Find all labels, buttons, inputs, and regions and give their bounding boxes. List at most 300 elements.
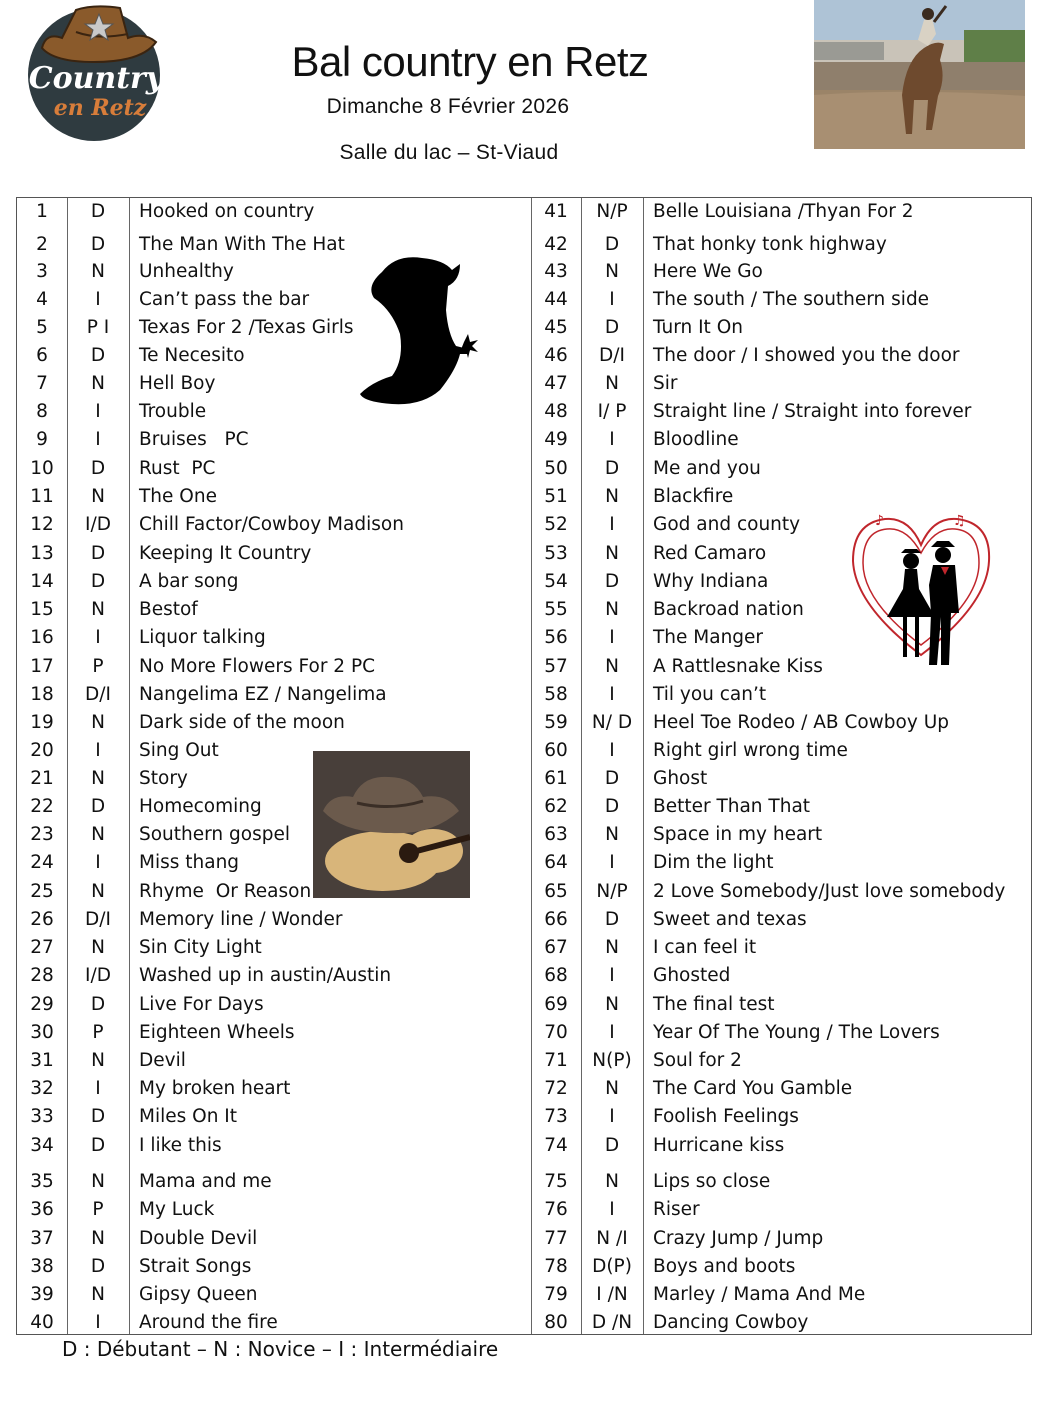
dance-level: N: [605, 486, 619, 507]
dance-level: D: [90, 1135, 106, 1156]
table-row: [531, 962, 1031, 990]
dance-level: N: [91, 1228, 105, 1249]
dance-number: 55: [544, 599, 568, 620]
table-row: [531, 1253, 1031, 1281]
dance-name: Backroad nation: [653, 599, 804, 620]
dance-level: I: [95, 1312, 101, 1333]
dance-name: Why Indiana: [653, 571, 769, 592]
table-row: [17, 568, 517, 596]
dance-level: D(P): [592, 1256, 632, 1277]
dance-name: Liquor talking: [139, 627, 266, 648]
dance-name: Strait Songs: [139, 1256, 252, 1277]
table-row: [531, 737, 1031, 765]
dance-level: N /I: [596, 1228, 628, 1249]
dance-level: I: [95, 627, 101, 648]
table-row: [531, 765, 1031, 793]
dance-number: 5: [36, 317, 48, 338]
table-row: [17, 540, 517, 568]
table-row: [531, 370, 1031, 398]
dance-level: N: [91, 373, 105, 394]
table-row: [531, 1281, 1031, 1309]
dance-name: Can’t pass the bar: [139, 289, 310, 310]
dance-number: 20: [30, 740, 54, 761]
dance-number: 18: [30, 684, 54, 705]
dance-level: I: [609, 1199, 615, 1220]
dance-name: Story: [139, 768, 188, 789]
level-legend: D : Débutant – N : Novice – I : Intermédiaire: [62, 1337, 499, 1361]
table-row: [531, 1196, 1031, 1224]
dance-level: D /N: [591, 1312, 633, 1333]
dance-level: I: [609, 1022, 615, 1043]
table-row: [17, 1225, 517, 1253]
table-row: [17, 906, 517, 934]
dance-name: Texas For 2 /Texas Girls: [139, 317, 354, 338]
dance-number: 23: [30, 824, 54, 845]
dance-level: D: [604, 458, 620, 479]
dance-level: P: [92, 1199, 104, 1220]
dance-level: D: [604, 768, 620, 789]
dance-number: 9: [36, 429, 48, 450]
dance-name: The door / I showed you the door: [653, 345, 960, 366]
dance-number: 2: [36, 234, 48, 255]
dance-number: 41: [544, 201, 568, 222]
table-row: [531, 455, 1031, 483]
dance-level: D: [604, 796, 620, 817]
dance-name: Belle Louisiana /Thyan For 2: [653, 201, 914, 222]
dance-level: D/I: [85, 909, 111, 930]
table-row: [17, 596, 517, 624]
dance-level: N: [605, 599, 619, 620]
table-row: [531, 849, 1031, 877]
dance-name: Foolish Feelings: [653, 1106, 799, 1127]
dance-number: 66: [544, 909, 568, 930]
dance-number: 37: [30, 1228, 54, 1249]
dance-level: I/ P: [597, 401, 627, 422]
table-row: [17, 934, 517, 962]
table-row: [531, 709, 1031, 737]
dance-level: N/P: [596, 881, 628, 902]
dance-number: 78: [544, 1256, 568, 1277]
table-row: [531, 198, 1031, 226]
dance-number: 61: [544, 768, 568, 789]
dance-name: The One: [139, 486, 217, 507]
dance-number: 53: [544, 543, 568, 564]
dance-name: I can feel it: [653, 937, 757, 958]
dance-name: Homecoming: [139, 796, 262, 817]
dance-name: Boys and boots: [653, 1256, 796, 1277]
dance-number: 72: [544, 1078, 568, 1099]
dance-name: God and county: [653, 514, 801, 535]
table-row: [17, 1075, 517, 1103]
dance-level: I: [609, 965, 615, 986]
dance-level: I: [609, 740, 615, 761]
dance-number: 63: [544, 824, 568, 845]
dance-level: D/I: [85, 684, 111, 705]
dance-name: Ghosted: [653, 965, 731, 986]
dance-level: N: [605, 994, 619, 1015]
dance-name: Turn It On: [653, 317, 743, 338]
dance-number: 46: [544, 345, 568, 366]
dance-name: Better Than That: [653, 796, 811, 817]
dance-name: A bar song: [139, 571, 239, 592]
dance-name: Sing Out: [139, 740, 219, 761]
dance-level: I: [609, 852, 615, 873]
dance-number: 25: [30, 881, 54, 902]
logo-word-en-retz: en Retz: [53, 95, 147, 121]
dance-name: Til you can’t: [653, 684, 767, 705]
dance-number: 71: [544, 1050, 568, 1071]
dance-name: Year Of The Young / The Lovers: [653, 1022, 940, 1043]
dance-number: 40: [30, 1312, 54, 1333]
dance-name: Riser: [653, 1199, 700, 1220]
table-row: [17, 653, 517, 681]
dance-number: 50: [544, 458, 568, 479]
dance-number: 57: [544, 656, 568, 677]
dance-number: 76: [544, 1199, 568, 1220]
dance-number: 1: [36, 201, 48, 222]
dance-level: I: [95, 740, 101, 761]
table-row: [17, 483, 517, 511]
dance-name: Keeping It Country: [139, 543, 312, 564]
table-row: [17, 1281, 517, 1309]
dance-name: Lips so close: [653, 1171, 771, 1192]
dance-level: N: [91, 768, 105, 789]
dance-name: Sir: [653, 373, 678, 394]
event-venue: Salle du lac – St-Viaud: [339, 141, 559, 164]
dance-level: N: [605, 373, 619, 394]
dance-level: P I: [86, 317, 110, 338]
dance-name: My broken heart: [139, 1078, 291, 1099]
dance-level: D: [90, 458, 106, 479]
dance-number: 48: [544, 401, 568, 422]
table-row: [17, 1047, 517, 1075]
dance-number: 65: [544, 881, 568, 902]
event-date: Dimanche 8 Février 2026: [326, 95, 570, 118]
dance-name: The Manger: [653, 627, 764, 648]
dance-number: 30: [30, 1022, 54, 1043]
dance-name: Unhealthy: [139, 261, 234, 282]
dance-name: Bloodline: [653, 429, 739, 450]
dance-number: 51: [544, 486, 568, 507]
table-row: [17, 1253, 517, 1281]
dance-level: P: [92, 656, 104, 677]
dance-number: 27: [30, 937, 54, 958]
table-row: [531, 398, 1031, 426]
table-row: [17, 681, 517, 709]
dance-name: Hooked on country: [139, 201, 315, 222]
dance-number: 26: [30, 909, 54, 930]
dance-name: Dark side of the moon: [139, 712, 345, 733]
dance-number: 11: [30, 486, 54, 507]
dance-number: 7: [36, 373, 48, 394]
dance-level: N(P): [592, 1050, 632, 1071]
dance-name: Red Camaro: [653, 543, 767, 564]
dance-number: 77: [544, 1228, 568, 1249]
table-row: [531, 821, 1031, 849]
dance-level: D: [90, 201, 106, 222]
table-row: [531, 231, 1031, 259]
table-row: [531, 286, 1031, 314]
dance-name: Gipsy Queen: [139, 1284, 258, 1305]
dance-level: P: [92, 1022, 104, 1043]
dance-number: 54: [544, 571, 568, 592]
dance-number: 32: [30, 1078, 54, 1099]
dance-number: 64: [544, 852, 568, 873]
dance-number: 52: [544, 514, 568, 535]
dance-level: I: [609, 684, 615, 705]
dance-name: Te Necesito: [139, 345, 245, 366]
dance-number: 28: [30, 965, 54, 986]
dance-number: 34: [30, 1135, 54, 1156]
table-row: [531, 342, 1031, 370]
dance-name: Double Devil: [139, 1228, 258, 1249]
dance-name: Rust PC: [139, 458, 216, 479]
dance-number: 4: [36, 289, 48, 310]
dance-level: D/I: [599, 345, 625, 366]
dance-name: Washed up in austin/Austin: [139, 965, 392, 986]
dancers-heart-illustration: [845, 505, 997, 673]
dance-name: Southern gospel: [139, 824, 290, 845]
dance-level: D: [90, 796, 106, 817]
guitar-hat-photo: [313, 751, 470, 898]
dance-number: 29: [30, 994, 54, 1015]
dance-level: N: [605, 261, 619, 282]
table-row: [531, 1168, 1031, 1196]
dance-level: I: [95, 1078, 101, 1099]
dance-level: D: [90, 994, 106, 1015]
dance-name: Blackfire: [653, 486, 734, 507]
dance-name: Bruises PC: [139, 429, 249, 450]
dance-name: My Luck: [139, 1199, 215, 1220]
dance-number: 58: [544, 684, 568, 705]
dance-name: The final test: [653, 994, 775, 1015]
dance-number: 47: [544, 373, 568, 394]
dance-name: Here We Go: [653, 261, 763, 282]
dance-level: N: [605, 1078, 619, 1099]
dance-level: I/D: [85, 965, 111, 986]
dance-name: Heel Toe Rodeo / AB Cowboy Up: [653, 712, 949, 733]
dance-level: N: [91, 599, 105, 620]
dance-number: 22: [30, 796, 54, 817]
dance-name: Live For Days: [139, 994, 264, 1015]
table-row: [17, 1168, 517, 1196]
dance-level: I/D: [85, 514, 111, 535]
dance-name: The Man With The Hat: [139, 234, 345, 255]
table-row: [531, 681, 1031, 709]
dance-level: N: [91, 1171, 105, 1192]
dance-level: D: [604, 234, 620, 255]
dance-level: I: [609, 289, 615, 310]
table-row: [17, 962, 517, 990]
dance-level: D: [90, 345, 106, 366]
table-row: [531, 1225, 1031, 1253]
dance-number: 75: [544, 1171, 568, 1192]
dance-number: 35: [30, 1171, 54, 1192]
table-row: [531, 1047, 1031, 1075]
dance-name: Chill Factor/Cowboy Madison: [139, 514, 404, 535]
dance-number: 39: [30, 1284, 54, 1305]
dance-number: 43: [544, 261, 568, 282]
dance-number: 12: [30, 514, 54, 535]
dance-level: I: [609, 627, 615, 648]
dance-number: 21: [30, 768, 54, 789]
dance-level: I: [95, 852, 101, 873]
dance-level: D: [604, 1135, 620, 1156]
dance-level: N: [605, 656, 619, 677]
dance-name: Space in my heart: [653, 824, 823, 845]
dance-level: N: [91, 881, 105, 902]
table-row: [17, 511, 517, 539]
dance-level: N: [91, 824, 105, 845]
dance-name: Mama and me: [139, 1171, 272, 1192]
dance-level: N: [605, 543, 619, 564]
table-row: [531, 1132, 1031, 1160]
dance-number: 70: [544, 1022, 568, 1043]
dance-level: D: [604, 317, 620, 338]
dance-number: 33: [30, 1106, 54, 1127]
dance-level: D: [604, 571, 620, 592]
dance-level: N/ D: [591, 712, 633, 733]
dance-level: N: [91, 486, 105, 507]
dance-name: Miss thang: [139, 852, 240, 873]
table-row: [17, 624, 517, 652]
dance-name: Soul for 2: [653, 1050, 742, 1071]
dance-name: Miles On It: [139, 1106, 238, 1127]
dance-number: 36: [30, 1199, 54, 1220]
table-row: [17, 1309, 517, 1337]
dance-number: 56: [544, 627, 568, 648]
dance-name: Eighteen Wheels: [139, 1022, 295, 1043]
dance-number: 73: [544, 1106, 568, 1127]
dance-number: 8: [36, 401, 48, 422]
dance-number: 67: [544, 937, 568, 958]
table-row: [531, 1075, 1031, 1103]
table-row: [17, 1019, 517, 1047]
table-row: [531, 314, 1031, 342]
table-row: [17, 991, 517, 1019]
dance-level: N: [91, 937, 105, 958]
table-row: [17, 426, 517, 454]
table-row: [17, 709, 517, 737]
dance-name: A Rattlesnake Kiss: [653, 656, 823, 677]
dance-level: N: [91, 712, 105, 733]
dance-number: 24: [30, 852, 54, 873]
dance-name: The south / The southern side: [653, 289, 930, 310]
dance-number: 62: [544, 796, 568, 817]
table-row: [531, 793, 1031, 821]
dance-name: Me and you: [653, 458, 761, 479]
dance-number: 45: [544, 317, 568, 338]
dance-level: N: [605, 824, 619, 845]
dance-name: Marley / Mama And Me: [653, 1284, 866, 1305]
dance-level: D: [604, 909, 620, 930]
dance-level: D: [90, 1256, 106, 1277]
dance-number: 69: [544, 994, 568, 1015]
dance-level: D: [90, 1106, 106, 1127]
dance-number: 13: [30, 543, 54, 564]
svg-text:♪: ♪: [875, 513, 884, 529]
dance-name: Ghost: [653, 768, 708, 789]
dance-number: 16: [30, 627, 54, 648]
dance-number: 79: [544, 1284, 568, 1305]
table-row: [531, 1309, 1031, 1337]
page-title: Bal country en Retz: [291, 38, 649, 85]
svg-text:♫: ♫: [953, 513, 966, 529]
dance-name: Nangelima EZ / Nangelima: [139, 684, 387, 705]
dance-name: Devil: [139, 1050, 186, 1071]
dance-level: N: [605, 937, 619, 958]
dance-level: I: [95, 429, 101, 450]
dance-number: 17: [30, 656, 54, 677]
dance-number: 19: [30, 712, 54, 733]
dance-level: N/P: [596, 201, 628, 222]
dance-number: 38: [30, 1256, 54, 1277]
logo-word-country: Country: [28, 61, 164, 96]
dance-name: Sin City Light: [139, 937, 262, 958]
dance-name: The Card You Gamble: [653, 1078, 853, 1099]
dance-level: D: [90, 571, 106, 592]
dance-name: Crazy Jump / Jump: [653, 1228, 824, 1249]
table-row: [531, 934, 1031, 962]
dance-number: 6: [36, 345, 48, 366]
dance-number: 74: [544, 1135, 568, 1156]
dance-name: Bestof: [139, 599, 198, 620]
dance-number: 68: [544, 965, 568, 986]
table-row: [531, 258, 1031, 286]
dance-level: I /N: [596, 1284, 628, 1305]
dance-number: 3: [36, 261, 48, 282]
dance-name: 2 Love Somebody/Just love somebody: [653, 881, 1006, 902]
dance-level: I: [95, 289, 101, 310]
dance-table: [16, 197, 1032, 1335]
dance-name: Sweet and texas: [653, 909, 807, 930]
table-row: [531, 906, 1031, 934]
dance-name: Rhyme Or Reason: [139, 881, 312, 902]
table-row: [17, 1132, 517, 1160]
dance-name: Dim the light: [653, 852, 774, 873]
table-row: [17, 1103, 517, 1131]
table-row: [17, 1196, 517, 1224]
dance-number: 42: [544, 234, 568, 255]
dance-level: D: [90, 543, 106, 564]
table-row: [531, 426, 1031, 454]
dance-name: I like this: [139, 1135, 222, 1156]
dance-name: Hurricane kiss: [653, 1135, 785, 1156]
dance-level: I: [609, 429, 615, 450]
dance-name: Dancing Cowboy: [653, 1312, 809, 1333]
dance-number: 80: [544, 1312, 568, 1333]
dance-name: No More Flowers For 2 PC: [139, 656, 376, 677]
dance-level: I: [95, 401, 101, 422]
dance-level: N: [91, 1050, 105, 1071]
dance-name: Trouble: [139, 401, 207, 422]
dance-level: I: [609, 514, 615, 535]
dance-level: N: [605, 1171, 619, 1192]
dance-name: Around the fire: [139, 1312, 278, 1333]
dance-number: 59: [544, 712, 568, 733]
table-row: [17, 198, 517, 226]
cowboy-boot-icon: [352, 250, 480, 410]
dance-name: Memory line / Wonder: [139, 909, 343, 930]
table-row: [531, 1103, 1031, 1131]
table-row: [17, 455, 517, 483]
dance-number: 44: [544, 289, 568, 310]
table-row: [531, 1019, 1031, 1047]
dance-name: Straight line / Straight into forever: [653, 401, 972, 422]
dance-number: 49: [544, 429, 568, 450]
dance-level: N: [91, 1284, 105, 1305]
dance-number: 14: [30, 571, 54, 592]
